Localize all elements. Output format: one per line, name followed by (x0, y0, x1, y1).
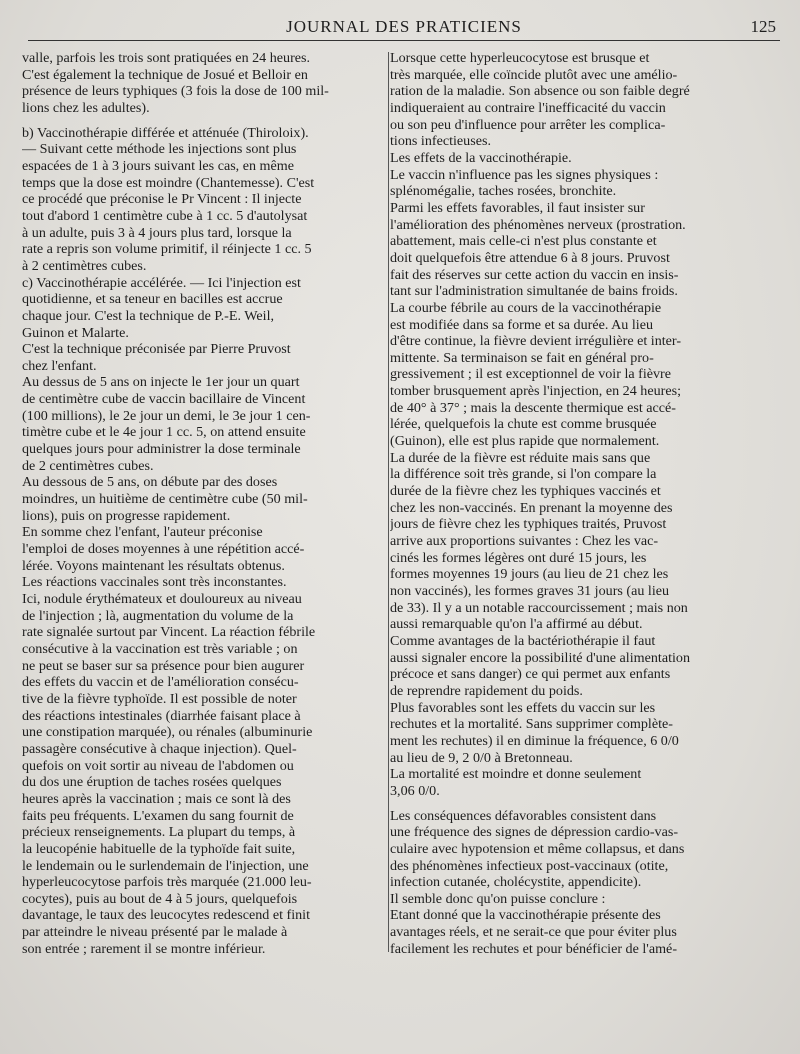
text-line: chez les non-vaccinés. En prenant la moyenne des (390, 499, 673, 516)
text-line: tions infectieuses. (390, 133, 491, 150)
text-line: par atteindre le niveau présenté par le malade à (22, 924, 288, 941)
text-line: lions), puis on progresse rapidement. (22, 507, 231, 524)
text-line: l'amélioration des phénomènes nerveux (prostration. (390, 216, 686, 233)
text-line: lérée, quelquefois la chute est comme brusquée (390, 416, 657, 433)
text-line: du dos une éruption de taches rosées quelques (22, 774, 282, 791)
text-line: la différence soit très grande, si l'on compare la (390, 466, 657, 483)
text-line: infection cutanée, cholécystite, appendicite). (390, 874, 642, 891)
text-line: valle, parfois les trois sont pratiquées en 24 heures. (22, 50, 311, 66)
text-line: Comme avantages de la bactériothérapie il faut (390, 632, 656, 649)
text-line: c) Vaccinothérapie accélérée. — Ici l'injection est (22, 274, 301, 291)
text-line: b) Vaccinothérapie différée et atténuée (Thiroloix). (22, 124, 309, 141)
text-line: cinés les formes légères ont duré 15 jours, les (390, 549, 647, 566)
text-line: durée de la fièvre chez les typhiques vaccinés et (390, 483, 661, 500)
text-line: Le vaccin n'influence pas les signes physiques : (390, 166, 659, 183)
text-line: tout d'abord 1 centimètre cube à 1 cc. 5 d'autolysat (22, 207, 308, 224)
text-line: ment les rechutes) il en diminue la fréquence, 6 0/0 (390, 732, 679, 749)
page-number: 125 (750, 17, 776, 36)
text-line: tive de la fièvre typhoïde. Il est possible de noter (22, 690, 297, 707)
text-line: non vaccinés), les formes graves 31 jours (au lieu (390, 583, 670, 599)
text-line: arrive aux proportions suivantes : Chez les vac- (390, 533, 659, 550)
text-line: quefois on voit sortir au niveau de l'abdomen ou (22, 757, 294, 774)
text-line: la leucopénie habituelle de la typhoïde fait suite, (22, 840, 296, 857)
text-line: Il semble donc qu'on puisse conclure : (390, 890, 606, 907)
text-line: mittente. Sa terminaison se fait en général pro- (390, 349, 654, 366)
text-line: de 40° à 37° ; mais la descente thermique est accé- (390, 399, 676, 416)
text-line: hyperleucocytose parfois très marquée (21.000 leu- (22, 874, 312, 891)
text-line: cocytes), puis au bout de 4 à 5 jours, quelquefois (22, 890, 298, 907)
text-line: En somme chez l'enfant, l'auteur préconise (22, 524, 263, 541)
text-line: avantages réels, et ne serait-ce que pour éviter plus (390, 924, 677, 941)
text-line: 3,06 0/0. (390, 782, 440, 799)
text-line: C'est la technique préconisée par Pierre Pruvost (22, 341, 291, 358)
text-line: d'être continue, la fièvre devient irrégulière et inter- (390, 333, 682, 350)
text-line: ne peut se baser sur sa présence pour bien augurer (22, 657, 305, 674)
text-line: tomber brusquement après l'injection, en 24 heures; (390, 383, 681, 400)
text-line: Etant donné que la vaccinothérapie présente des (390, 907, 661, 924)
text-line: Les conséquences défavorables consistent dans (390, 807, 657, 824)
text-line: heures après la vaccination ; mais ce sont là des (22, 790, 291, 807)
text-line: Lorsque cette hyperleucocytose est brusque et (390, 50, 650, 66)
text-line (390, 800, 712, 808)
text-line: ration de la maladie. Son absence ou son faible degré (390, 83, 690, 100)
text-line: formes moyennes 19 jours (au lieu de 21 chez les (390, 566, 669, 583)
column-divider (388, 52, 389, 952)
text-line: des effets du vaccin et de l'amélioration consécu- (22, 674, 299, 691)
page-header (28, 14, 780, 41)
text-line: Au dessous de 5 ans, on débute par des doses (22, 474, 278, 491)
text-line: splénomégalie, taches rosées, bronchite. (390, 183, 617, 200)
text-line: quelques jours pour administrer la dose terminale (22, 441, 301, 458)
text-line: passagère consécutive à chaque injection). Quel- (22, 740, 297, 757)
text-line: Les réactions vaccinales sont très inconstantes. (22, 574, 287, 591)
text-line: La courbe fébrile au cours de la vaccinothérapie (390, 299, 662, 316)
text-line: des phénomènes infectieux post-vaccinaux (otite, (390, 857, 669, 874)
text-line: une constipation marquée), ou rénales (albuminurie (22, 724, 313, 741)
text-line: consécutive à la vaccination est très variable ; on (22, 640, 298, 657)
left-column (22, 50, 368, 957)
text-line: rate signalée surtout par Vincent. La réaction fébrile (22, 624, 316, 641)
text-line: à 2 centimètres cubes. (22, 257, 147, 274)
text-line: chez l'enfant. (22, 357, 97, 374)
text-line: le lendemain ou le surlendemain de l'injection, une (22, 857, 309, 874)
text-line: ce procédé que préconise le Pr Vincent : Il injecte (22, 191, 302, 208)
text-line: de reprendre rapidement du poids. (390, 682, 583, 699)
text-line: rechutes et la mortalité. Sans supprimer complète- (390, 716, 673, 733)
text-line: (100 millions), le 2e jour un demi, le 3e jour 1 cen- (22, 407, 311, 424)
right-column (390, 50, 712, 957)
text-line: à un adulte, puis 3 à 4 jours plus tard, lorsque la (22, 224, 292, 241)
text-line: fait des réserves sur cette action du vaccin en insis- (390, 266, 679, 283)
text-line: quotidienne, et sa teneur en bacilles est accrue (22, 291, 283, 308)
text-line: de centimètre cube de vaccin bacillaire de Vincent (22, 391, 306, 408)
text-line: C'est également la technique de Josué et Belloir en (22, 66, 308, 83)
text-line: présence de leurs typhiques (3 fois la dose de 100 mil- (22, 83, 329, 100)
text-line (22, 117, 368, 125)
text-line: rate a repris son volume primitif, il réinjecte 1 cc. 5 (22, 241, 312, 258)
text-line: est modifiée dans sa forme et sa durée. Au lieu (390, 316, 653, 333)
text-line: davantage, le taux des leucocytes redescend et finit (22, 907, 311, 924)
text-line: aussi remarquable qu'on l'a affirmé au début. (390, 616, 643, 633)
text-line: au lieu de 9, 2 0/0 à Bretonneau. (390, 749, 573, 766)
text-line: doit quelquefois être attendue 6 à 8 jours. Pruvost (390, 249, 670, 266)
text-line: La mortalité est moindre et donne seulement (390, 766, 642, 783)
text-line: de 33). Il y a un notable raccourcissement ; mais non (390, 599, 688, 616)
text-line: jours de fièvre chez les typhiques traités, Pruvost (390, 516, 667, 533)
text-line: espacées de 1 à 3 jours suivant les cas, en même (22, 157, 294, 174)
text-line: de 2 centimètres cubes. (22, 457, 154, 474)
text-line: l'emploi de doses moyennes à une répétition accé- (22, 541, 305, 558)
text-line: temps que la dose est moindre (Chantemesse). C'est (22, 174, 315, 191)
text-line: timètre cube et le 4e jour 1 cc. 5, on attend ensuite (22, 424, 306, 441)
text-line: chaque jour. C'est la technique de P.-E. Weil, (22, 307, 275, 324)
text-line: — Suivant cette méthode les injections sont plus (22, 141, 297, 158)
text-line: indiqueraient au contraire l'inefficacité du vaccin (390, 99, 666, 116)
text-line: abattement, mais celle-ci n'est plus constante et (390, 233, 657, 250)
text-line: lérée. Voyons maintenant les résultats obtenus. (22, 557, 285, 574)
text-line: faits peu fréquents. L'examen du sang fournit de (22, 807, 294, 824)
text-line: Parmi les effets favorables, il faut insister sur (390, 199, 645, 216)
text-line: culaire avec hypotension et même collapsus, et dans (390, 840, 685, 857)
text-line: de l'injection ; là, augmentation du volume de la (22, 607, 294, 624)
text-line: (Guinon), elle est plus rapide que normalement. (390, 433, 660, 450)
text-line: Guinon et Malarte. (22, 324, 129, 341)
text-line: gressivement ; il est exceptionnel de voir la fièvre (390, 366, 671, 383)
text-line: lions chez les adultes). (22, 99, 150, 116)
text-line: aussi signaler encore la possibilité d'une alimentation (390, 649, 690, 666)
text-line: son entrée ; rarement il se montre inférieur. (22, 940, 266, 957)
text-line: facilement les rechutes et pour bénéficier de l'amé- (390, 940, 678, 957)
text-line: La durée de la fièvre est réduite mais sans que (390, 449, 651, 466)
text-line: ou son peu d'influence pour arrêter les complica- (390, 116, 666, 133)
text-line: Plus favorables sont les effets du vaccin sur les (390, 699, 656, 716)
text-line: Les effets de la vaccinothérapie. (390, 149, 572, 166)
text-line: Au dessus de 5 ans on injecte le 1er jour un quart (22, 374, 300, 391)
text-line: précoce et sans danger) ce qui permet aux enfants (390, 666, 671, 683)
text-line: Ici, nodule érythémateux et douloureux au niveau (22, 591, 302, 607)
text-line: des réactions intestinales (diarrhée faisant place à (22, 707, 301, 724)
text-line: tant sur l'administration simultanée de bains froids. (390, 283, 678, 300)
journal-title: JOURNAL DES PRATICIENS (286, 17, 522, 36)
text-line: moindres, un huitième de centimètre cube (50 mil- (22, 491, 308, 508)
text-line: précieux renseignements. La plupart du temps, à (22, 824, 296, 841)
text-line: très marquée, elle coïncide plutôt avec une amélio- (390, 66, 678, 83)
text-line: une fréquence des signes de dépression cardio-vas- (390, 824, 679, 841)
